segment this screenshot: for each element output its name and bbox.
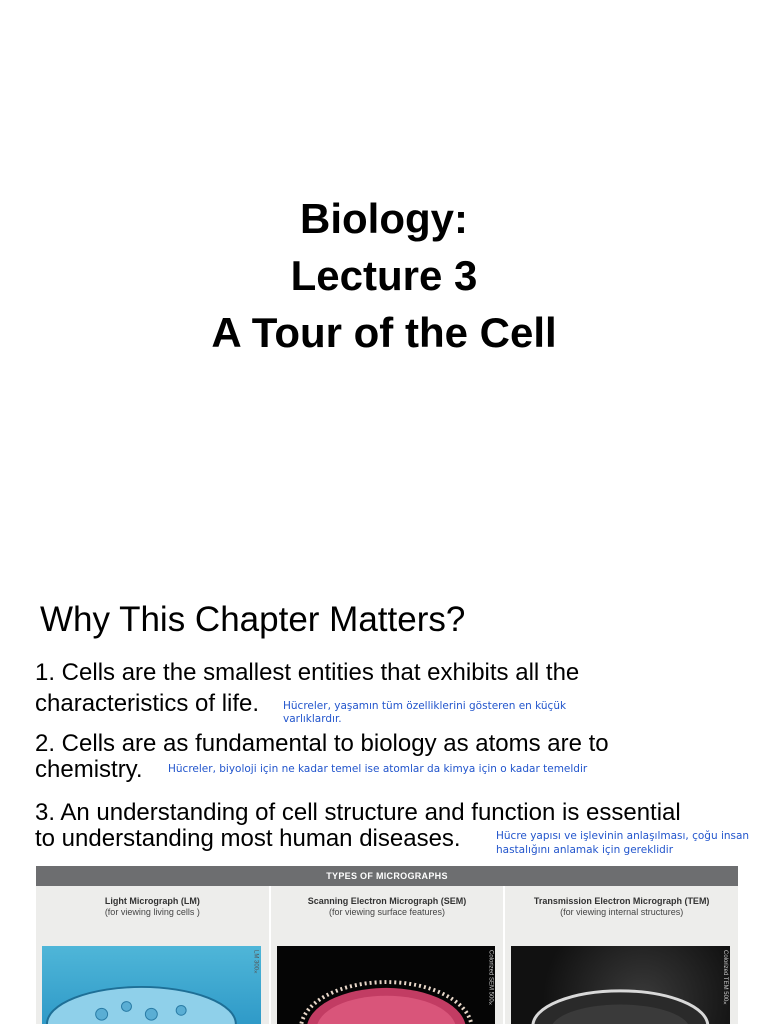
magnification-label: LM 300× xyxy=(252,950,259,977)
panel-title: Light Micrograph (LM) xyxy=(104,896,200,906)
light-micrograph-image xyxy=(42,946,261,1024)
point-1-translation-line-1: Hücreler, yaşamın tüm özelliklerini gösteren en küçük xyxy=(283,700,567,712)
panel-subtitle: (for viewing surface features) xyxy=(328,907,446,917)
point-1-translation-line-2: varlıklardır. xyxy=(283,713,342,725)
point-3-translation-line-2: hastalığını anlamak için gereklidir xyxy=(496,844,674,856)
magnification-label: Colorized TEM 500× xyxy=(722,950,729,1008)
point-2-line-2: chemistry. xyxy=(35,756,143,783)
slide-title xyxy=(0,190,768,361)
point-3-line-2: to understanding most human diseases. xyxy=(35,825,461,852)
panel-title: Scanning Electron Micrograph (SEM) xyxy=(307,896,467,906)
point-1-line-1: 1. Cells are the smallest entities that exhibits all the xyxy=(35,659,580,686)
figure-header: TYPES OF MICROGRAPHS xyxy=(36,866,738,886)
point-2-translation: Hücreler, biyoloji için ne kadar temel ise atomlar da kimya için o kadar temeldir xyxy=(168,763,588,775)
panel-title: Transmission Electron Micrograph (TEM) xyxy=(533,896,710,906)
paramecium-sem-icon xyxy=(277,946,496,1024)
title-line-1: Biology: xyxy=(300,195,468,242)
point-2-line-1: 2. Cells are as fundamental to biology as atoms are to xyxy=(35,730,609,757)
content-slide xyxy=(0,560,768,1024)
panel-scanning-electron-micrograph xyxy=(271,886,506,1024)
point-3-translation-line-1: Hücre yapısı ve işlevinin anlaşılması, çoğu insan xyxy=(496,830,750,842)
micrographs-figure xyxy=(36,866,738,1024)
panel-transmission-electron-micrograph xyxy=(505,886,738,1024)
paramecium-lm-icon xyxy=(42,946,261,1024)
title-line-2: Lecture 3 xyxy=(290,252,478,299)
sem-image xyxy=(277,946,496,1024)
paramecium-tem-icon xyxy=(511,946,730,1024)
slide-heading: Why This Chapter Matters? xyxy=(40,600,466,639)
point-1-line-2: characteristics of life. xyxy=(35,690,260,717)
panel-light-micrograph xyxy=(36,886,271,1024)
title-line-3: A Tour of the Cell xyxy=(211,309,557,356)
magnification-label: Colorized SEM 500× xyxy=(487,950,494,1008)
tem-image xyxy=(511,946,730,1024)
panel-subtitle: (for viewing internal structures) xyxy=(560,907,684,917)
point-3-line-1: 3. An understanding of cell structure and function is essential xyxy=(35,799,681,826)
panel-subtitle: (for viewing living cells ) xyxy=(104,907,200,917)
